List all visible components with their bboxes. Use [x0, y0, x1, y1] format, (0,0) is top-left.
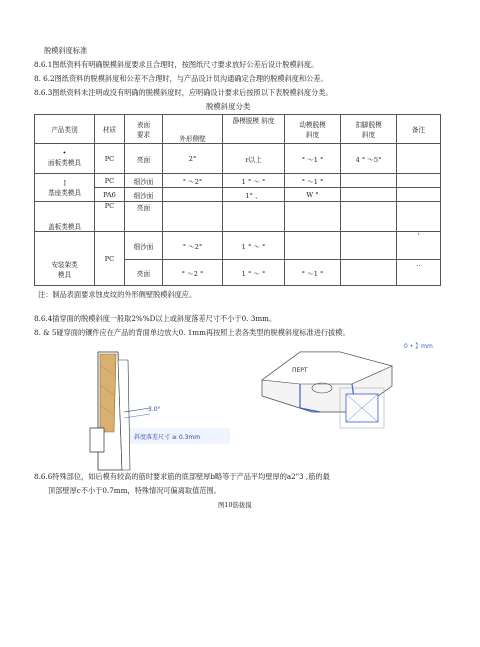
paragraph-8-6-6: 8.6.6特殊部位，如后模有较高的筋时要求筋的底部壁厚b略等于产品平均壁厚的a2"3 ,筋的最 — [34, 472, 330, 481]
category-mark: ] — [63, 178, 66, 187]
cell-material: PC — [95, 174, 125, 188]
cell-surface: 亮面 — [125, 144, 163, 174]
cell-category: 安装架类 模具 — [35, 232, 95, 286]
cell-material: PC — [95, 144, 125, 174]
cell-material: PC — [95, 202, 125, 232]
cell-outer-wall: ° ～2° — [163, 232, 223, 260]
table-note: 注：制品表面要求蚀皮纹的外形侧壁脱模斜度应。 — [38, 290, 197, 299]
category-label: 面板类模具 — [48, 159, 81, 167]
right-drawing — [262, 352, 392, 428]
cell-category: 盖板类模具 — [35, 202, 95, 232]
cell-static: 1 ° ～ ° — [223, 174, 285, 188]
cell-surface: 亮面 — [125, 202, 163, 232]
cell-dynamic: ° ～1 ° — [285, 260, 341, 286]
cell-remark: ‥ — [397, 260, 441, 286]
table-caption: 脱模斜度分类 — [206, 102, 251, 111]
figure-caption: 图10筋拔摸 — [218, 501, 252, 509]
category-label: 基座类模具 — [48, 188, 81, 197]
paragraph-8-6-2: 8. 6.2图纸资料的脱模斜度和公差不合理时，与产品设计员沟通确定合理的脱模斜度和公差。 — [34, 74, 328, 83]
paragraph-8-6-1: 8.6.1图纸资料有明确脱模斜度要求且合理时，按图纸尺寸要求放好公差后设计脱模斜度。 — [34, 60, 319, 69]
paragraph-8-6-6-cont: 顶部壁厚c不小于0.7mm，特殊情况可偏离取值范围。 — [48, 486, 221, 495]
cell-dynamic: ° ～1 ° — [285, 174, 341, 188]
paragraph-8-6-5: 8. & 5碰穿面的镶件应在产品的背面单边放大0. 1mm再按照上表各类型的脱模斜度标准进行拔模。 — [34, 328, 350, 337]
unit-tag: 0 • 】mm — [404, 343, 433, 350]
category-mark: • — [62, 149, 67, 157]
draft-annotation: 斜度落差尺寸 ≥ 0.3mm — [134, 434, 201, 441]
cell-dynamic: W ° — [285, 188, 341, 202]
cell-static: r以上 — [223, 144, 285, 174]
cell-surface: 细沙面 — [125, 188, 163, 202]
cell-static: 1 ° ～ ° — [223, 232, 285, 260]
cell-outer-wall: 2° — [163, 144, 223, 174]
header-snap: 扣脚脱模 斜度 — [341, 115, 397, 144]
cell-surface: 亮面 — [125, 260, 163, 286]
cell-material: PC — [95, 232, 125, 286]
header-category: 产品类别 — [35, 115, 95, 144]
header-static: 静模脱模 斜度 — [223, 115, 285, 144]
cell-surface: 细沙面 — [125, 232, 163, 260]
cell-outer-wall: ° ～2° — [163, 174, 223, 188]
header-remark: 备注 — [397, 115, 441, 144]
section-heading: 脱模斜度标准 — [44, 46, 88, 55]
paragraph-8-6-4: 8.6.4插穿面的脱模斜度一般取2%%D以上或斜度落差尺寸不小于0. 3mm。 — [34, 314, 277, 323]
left-drawing — [90, 352, 230, 470]
cell-static: 1 ° ～ ° — [223, 260, 285, 286]
header-surface: 表面 要求 — [125, 115, 163, 144]
cell-material: PA6 — [95, 188, 125, 202]
cell-static: 1° 、 — [223, 188, 285, 202]
angle-label: 3.0° — [148, 406, 161, 413]
cell-dynamic: ° ～1 ° — [285, 144, 341, 174]
cell-snap: 4 ° ～5° — [341, 144, 397, 174]
header-dynamic: 动模脱模 斜度 — [285, 115, 341, 144]
cell-remark: ' — [397, 232, 441, 260]
header-outer-wall: 外形侧壁 — [163, 115, 223, 144]
paragraph-8-6-3: 8.6.3图纸资料未注明或没有明确的脱模斜度时，应明确设计要求后按照以下表脱模斜度分类。 — [34, 88, 333, 97]
header-material: 材质 — [95, 115, 125, 144]
part-text: ПЕРТ — [292, 367, 308, 374]
cell-surface: 细沙面 — [125, 174, 163, 188]
cell-outer-wall: ° ～2 ° — [163, 260, 223, 286]
